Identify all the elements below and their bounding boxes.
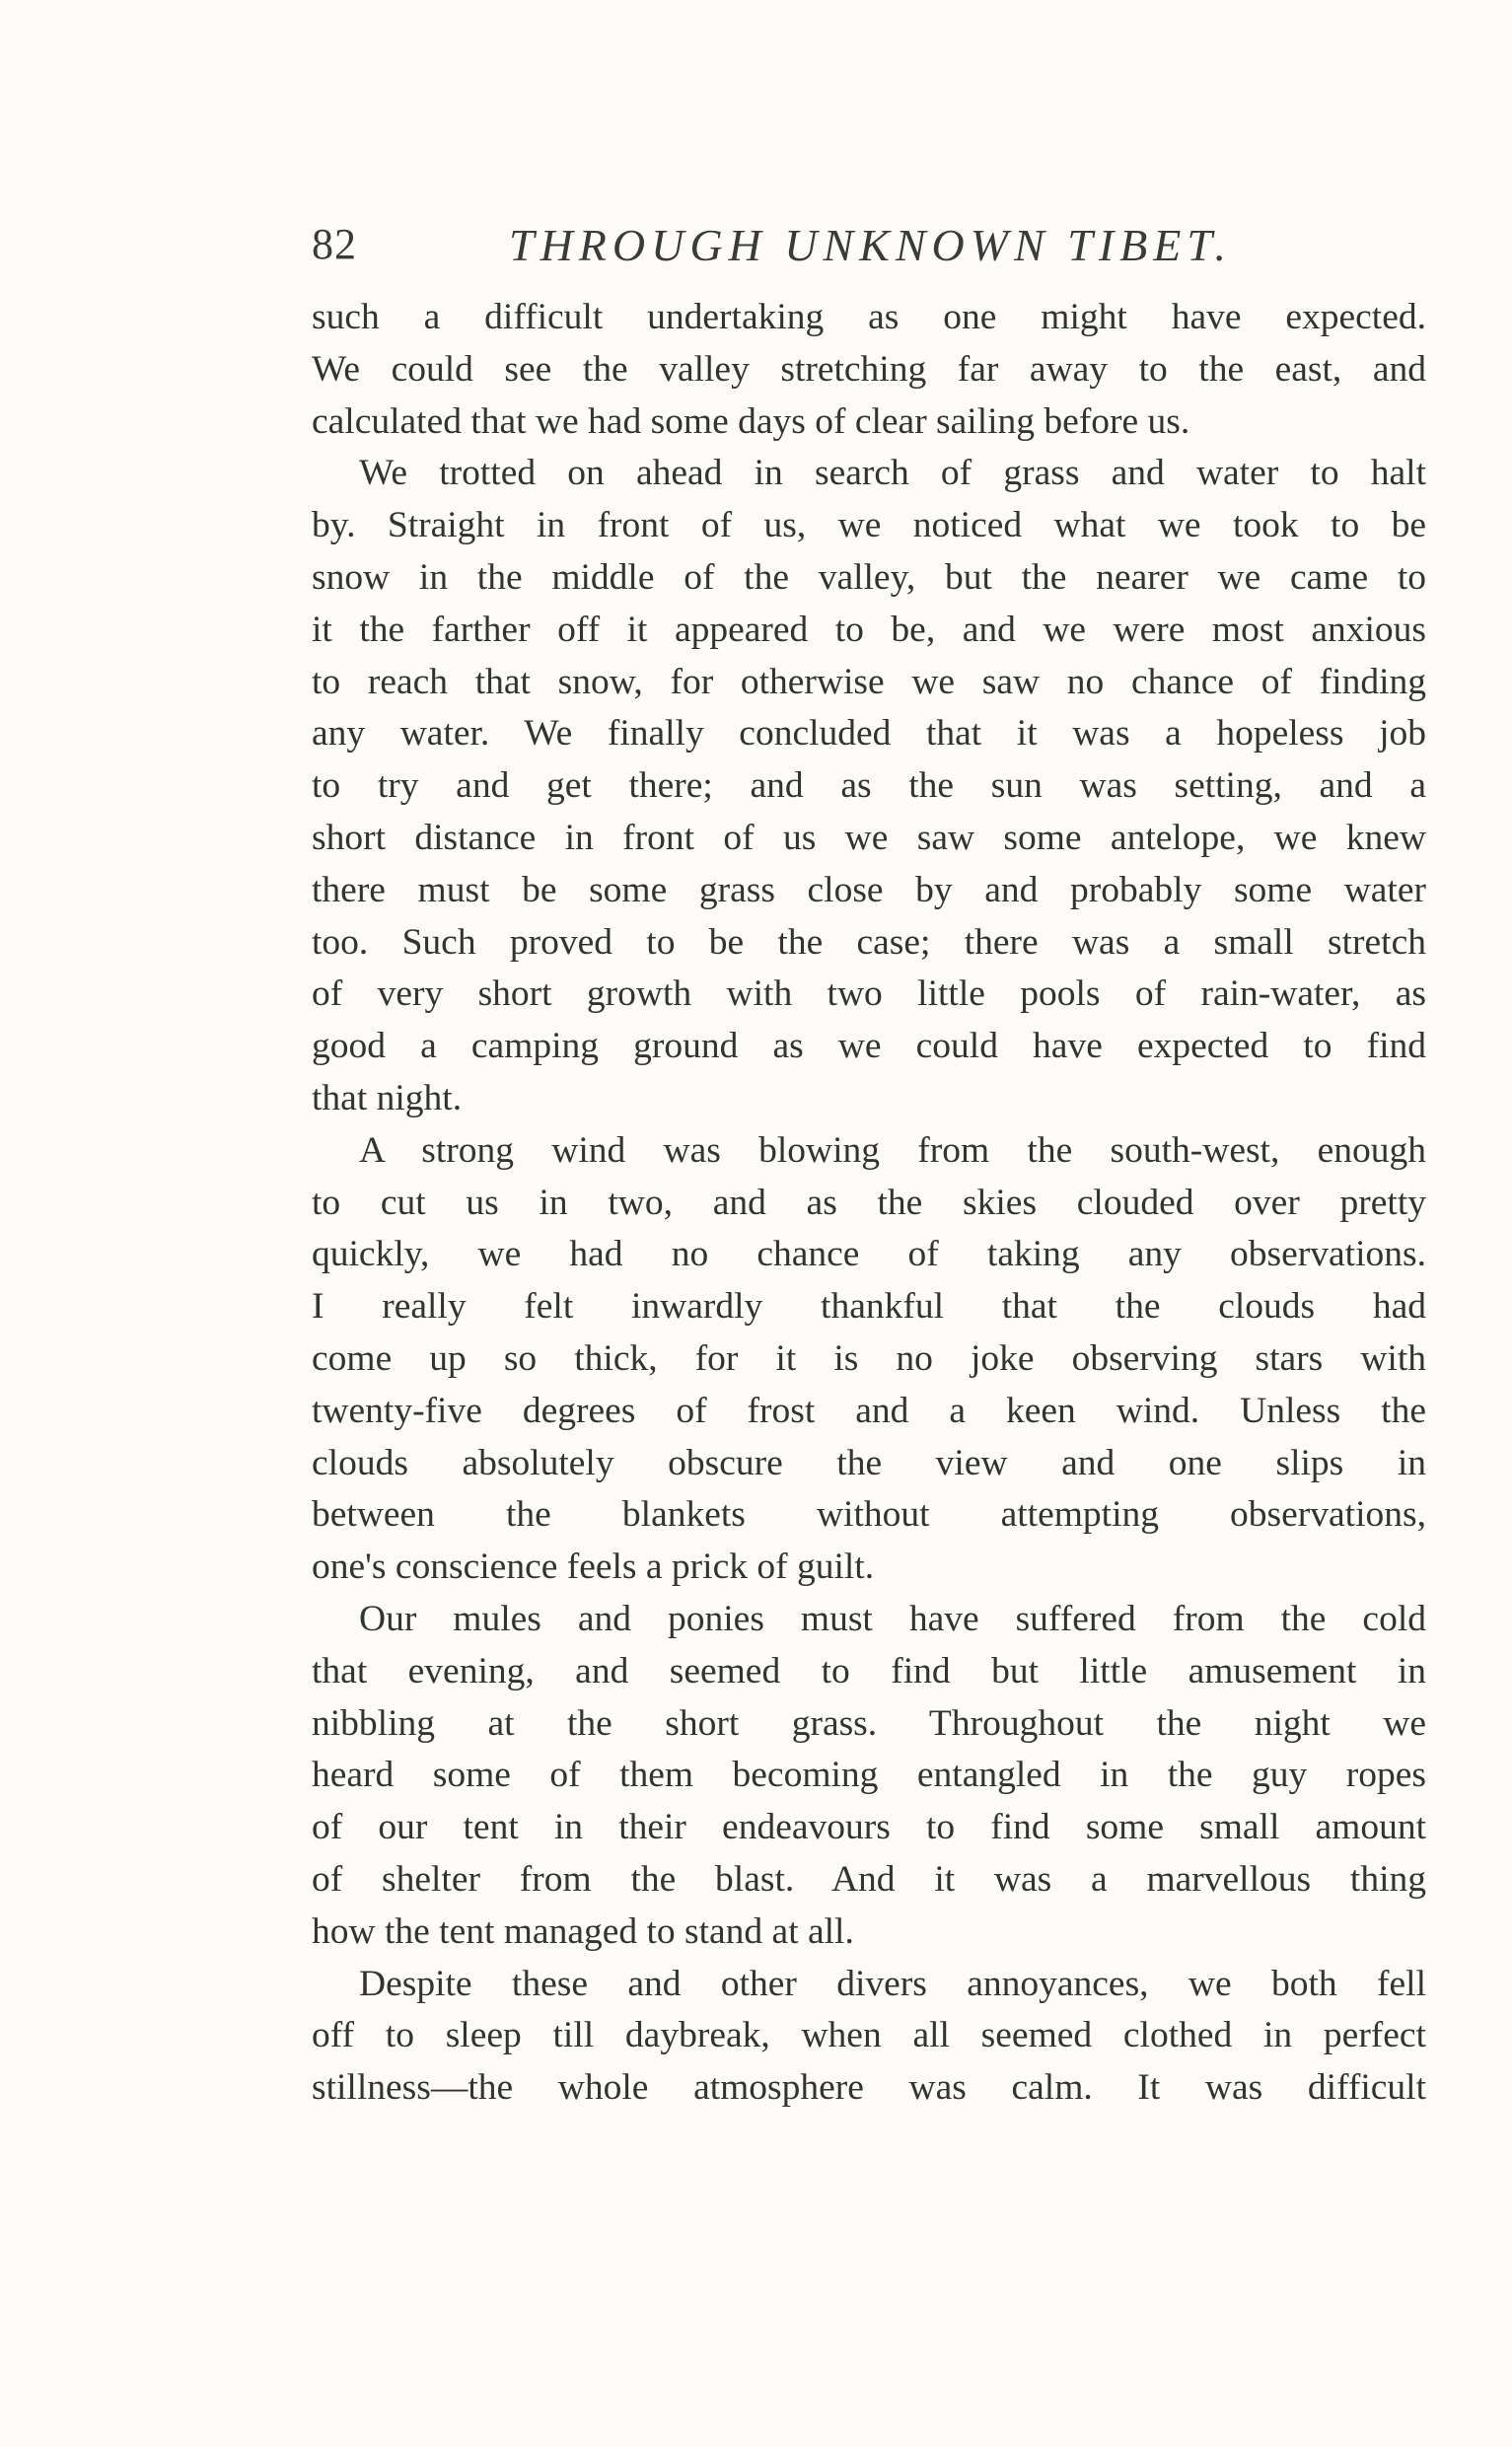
text-line: there must be some grass close by and probably some water (312, 869, 1426, 910)
text-line: twenty-five degrees of frost and a keen wind. Unless the (312, 1390, 1426, 1431)
text-line: that night. (312, 1077, 463, 1118)
text-line: snow in the middle of the valley, but the nearer we came to (312, 556, 1426, 598)
text-line: We could see the valley stretching far away to the east, and (312, 348, 1426, 390)
text-line: nibbling at the short grass. Throughout the night we (312, 1702, 1426, 1744)
text-line: come up so thick, for it is no joke observing stars with (312, 1337, 1426, 1379)
text-line: Our mules and ponies must have suffered from the cold (359, 1598, 1426, 1639)
text-line: A strong wind was blowing from the south-west, enough (359, 1129, 1426, 1171)
text-line: calculated that we had some days of clear sailing before us. (312, 400, 1190, 442)
text-line: of very short growth with two little pools of rain-water, as (312, 973, 1426, 1015)
page-number: 82 (312, 220, 357, 268)
text-line: I really felt inwardly thankful that the clouds had (312, 1286, 1426, 1328)
text-line: of shelter from the blast. And it was a marvellous thing (312, 1858, 1426, 1900)
page-header (312, 219, 1426, 278)
text-line: too. Such proved to be the case; there was a small stretch (312, 921, 1426, 963)
text-line: Despite these and other divers annoyances, we both fell (359, 1963, 1426, 2004)
text-line: We trotted on ahead in search of grass and water to halt (359, 453, 1426, 494)
text-line: short distance in front of us we saw some antelope, we knew (312, 817, 1426, 858)
text-line: that evening, and seemed to find but little amusement in (312, 1650, 1426, 1691)
text-line: such a difficult undertaking as one might have expected. (312, 297, 1426, 337)
body-text (312, 292, 1426, 2115)
text-line: clouds absolutely obscure the view and one slips in (312, 1442, 1426, 1483)
text-line: quickly, we had no chance of taking any observations. (312, 1234, 1426, 1275)
text-line: how the tent managed to stand at all. (312, 1910, 854, 1952)
text-line: one's conscience feels a prick of guilt. (312, 1547, 875, 1588)
text-line: any water. We finally concluded that it was a hopeless job (312, 713, 1426, 755)
text-line: good a camping ground as we could have expected to find (312, 1026, 1426, 1067)
text-line: off to sleep till daybreak, when all seemed clothed in perfect (312, 2015, 1426, 2056)
text-line: stillness—the whole atmosphere was calm. It was difficult (312, 2067, 1426, 2109)
text-line: of our tent in their endeavours to find some small amount (312, 1807, 1426, 1848)
text-line: by. Straight in front of us, we noticed what we took to be (312, 505, 1426, 546)
running-title: THROUGH UNKNOWN TIBET. (509, 220, 1233, 270)
text-line: it the farther off it appeared to be, and we were most anxious (312, 609, 1426, 650)
text-line: heard some of them becoming entangled in the guy ropes (312, 1755, 1426, 1796)
text-line: to reach that snow, for otherwise we saw no chance of finding (312, 661, 1426, 702)
text-line: to cut us in two, and as the skies clouded over pretty (312, 1182, 1426, 1223)
text-line: to try and get there; and as the sun was setting, and a (312, 765, 1426, 807)
text-line: between the blankets without attempting observations, (312, 1494, 1426, 1536)
